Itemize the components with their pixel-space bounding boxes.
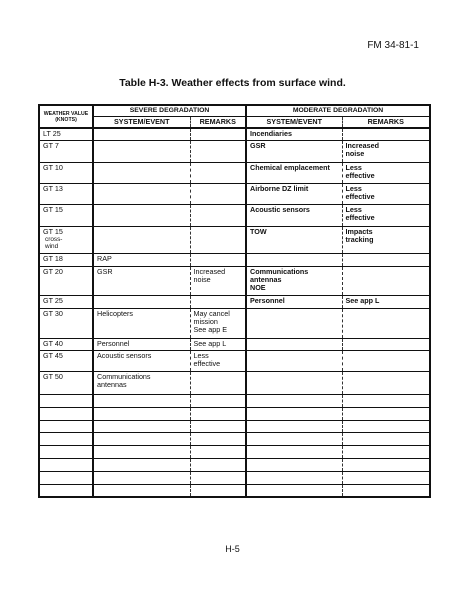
weather-value-cell <box>39 254 93 267</box>
weather-value-cell <box>39 267 93 296</box>
moderate-system-event-cell: Airborne DZ limit <box>246 183 342 204</box>
wind-value: GT 30 <box>43 308 63 318</box>
moderate-remarks-cell <box>342 254 430 267</box>
empty-cell <box>93 471 190 484</box>
table-row <box>39 267 430 296</box>
moderate-remarks-cell: Less effective <box>342 162 430 183</box>
empty-cell <box>246 459 342 472</box>
weather-value-cell <box>39 183 93 204</box>
empty-cell <box>93 484 190 497</box>
severe-remarks-cell <box>190 295 246 308</box>
empty-cell <box>190 407 246 420</box>
moderate-system-event-cell <box>246 351 342 371</box>
moderate-remarks-cell <box>342 128 430 141</box>
empty-cell <box>39 484 93 497</box>
empty-cell <box>93 420 190 433</box>
empty-cell <box>39 395 93 408</box>
empty-cell <box>342 471 430 484</box>
empty-cell <box>93 407 190 420</box>
empty-cell <box>190 395 246 408</box>
empty-cell <box>93 395 190 408</box>
empty-cell <box>39 407 93 420</box>
empty-cell <box>93 433 190 446</box>
weather-value-cell <box>39 141 93 162</box>
header-severe-system-event: SYSTEM/EVENT <box>93 117 190 129</box>
wind-value: GT 10 <box>43 162 63 172</box>
table-row <box>39 295 430 308</box>
severe-remarks-cell: Increased noise <box>190 267 246 296</box>
severe-remarks-cell <box>190 128 246 141</box>
empty-cell <box>246 395 342 408</box>
severe-system-event-cell: RAP <box>93 254 190 267</box>
severe-remarks-cell: Less effective <box>190 351 246 371</box>
weather-effects-table <box>38 104 431 498</box>
weather-value-cell <box>39 128 93 141</box>
wind-value: GT 18 <box>43 254 63 264</box>
document-id: FM 34-81-1 <box>367 40 419 51</box>
header-weather-value: WEATHER VALUE (KNOTS) <box>39 105 93 128</box>
moderate-system-event-cell <box>246 254 342 267</box>
table-row <box>39 371 430 394</box>
table-row <box>39 351 430 371</box>
weather-value-cell <box>39 162 93 183</box>
weather-value-cell <box>39 338 93 351</box>
moderate-remarks-cell <box>342 351 430 371</box>
severe-system-event-cell <box>93 128 190 141</box>
wind-value: GT 20 <box>43 267 63 277</box>
wind-value: GT 40 <box>43 338 63 348</box>
severe-system-event-cell: Communications antennas <box>93 371 190 394</box>
moderate-system-event-cell: Acoustic sensors <box>246 205 342 226</box>
moderate-system-event-cell: GSR <box>246 141 342 162</box>
header-severe-degradation: SEVERE DEGRADATION <box>93 105 246 117</box>
severe-remarks-cell <box>190 141 246 162</box>
empty-cell <box>39 420 93 433</box>
header-moderate-system-event: SYSTEM/EVENT <box>246 117 342 129</box>
wind-qualifier: cross- wind <box>45 235 63 250</box>
table-row <box>39 128 430 141</box>
table-row-blank <box>39 407 430 420</box>
severe-remarks-cell <box>190 226 246 254</box>
severe-remarks-cell: See app L <box>190 338 246 351</box>
weather-value-cell <box>39 226 93 254</box>
severe-remarks-cell <box>190 183 246 204</box>
moderate-system-event-cell: Communications antennas NOE <box>246 267 342 296</box>
moderate-system-event-cell: TOW <box>246 226 342 254</box>
wind-value: GT 7 <box>43 141 59 151</box>
severe-remarks-cell <box>190 371 246 394</box>
header-moderate-degradation: MODERATE DEGRADATION <box>246 105 430 117</box>
empty-cell <box>190 484 246 497</box>
table-row-blank <box>39 395 430 408</box>
empty-cell <box>93 459 190 472</box>
moderate-remarks-cell <box>342 371 430 394</box>
weather-value-cell <box>39 308 93 338</box>
table-body <box>39 128 430 497</box>
severe-remarks-cell: May cancel mission See app E <box>190 308 246 338</box>
moderate-system-event-cell <box>246 371 342 394</box>
weather-value-cell <box>39 295 93 308</box>
table-row <box>39 338 430 351</box>
empty-cell <box>190 459 246 472</box>
moderate-remarks-cell: Less effective <box>342 205 430 226</box>
moderate-remarks-cell: See app L <box>342 295 430 308</box>
header-moderate-remarks: REMARKS <box>342 117 430 129</box>
table-row-blank <box>39 484 430 497</box>
table-row <box>39 254 430 267</box>
moderate-remarks-cell: Less effective <box>342 183 430 204</box>
empty-cell <box>246 446 342 459</box>
empty-cell <box>246 407 342 420</box>
moderate-remarks-cell: Increased noise <box>342 141 430 162</box>
empty-cell <box>190 471 246 484</box>
table-row-blank <box>39 459 430 472</box>
moderate-remarks-cell <box>342 308 430 338</box>
severe-remarks-cell <box>190 205 246 226</box>
empty-cell <box>342 459 430 472</box>
table-row <box>39 162 430 183</box>
table-row-blank <box>39 420 430 433</box>
table-title: Table H-3. Weather effects from surface wind. <box>119 77 346 89</box>
empty-cell <box>342 420 430 433</box>
empty-cell <box>39 459 93 472</box>
table-row <box>39 183 430 204</box>
empty-cell <box>342 484 430 497</box>
severe-system-event-cell <box>93 295 190 308</box>
severe-remarks-cell <box>190 254 246 267</box>
empty-cell <box>39 446 93 459</box>
empty-cell <box>246 484 342 497</box>
weather-value-cell <box>39 205 93 226</box>
severe-system-event-cell <box>93 141 190 162</box>
severe-system-event-cell <box>93 205 190 226</box>
moderate-system-event-cell: Incendiaries <box>246 128 342 141</box>
table-row-blank <box>39 446 430 459</box>
empty-cell <box>342 446 430 459</box>
severe-system-event-cell: Personnel <box>93 338 190 351</box>
wind-value: GT 15 <box>43 205 63 215</box>
table-row <box>39 226 430 254</box>
wind-value: GT 15 <box>43 226 63 236</box>
empty-cell <box>190 420 246 433</box>
empty-cell <box>246 471 342 484</box>
header-severe-remarks: REMARKS <box>190 117 246 129</box>
wind-value: GT 45 <box>43 351 63 361</box>
moderate-remarks-cell <box>342 267 430 296</box>
severe-system-event-cell: GSR <box>93 267 190 296</box>
empty-cell <box>342 395 430 408</box>
table-row <box>39 308 430 338</box>
page-number: H-5 <box>225 544 240 554</box>
wind-value: GT 25 <box>43 295 63 305</box>
moderate-system-event-cell <box>246 338 342 351</box>
severe-system-event-cell <box>93 162 190 183</box>
severe-remarks-cell <box>190 162 246 183</box>
empty-cell <box>246 433 342 446</box>
wind-value: GT 13 <box>43 183 63 193</box>
weather-value-cell <box>39 371 93 394</box>
moderate-system-event-cell: Chemical emplacement <box>246 162 342 183</box>
severe-system-event-cell <box>93 183 190 204</box>
severe-system-event-cell: Helicopters <box>93 308 190 338</box>
table-row-blank <box>39 471 430 484</box>
empty-cell <box>190 446 246 459</box>
wind-value: LT 25 <box>43 129 61 138</box>
severe-system-event-cell: Acoustic sensors <box>93 351 190 371</box>
wind-value: GT 50 <box>43 371 63 381</box>
empty-cell <box>342 407 430 420</box>
severe-system-event-cell <box>93 226 190 254</box>
moderate-system-event-cell: Personnel <box>246 295 342 308</box>
empty-cell <box>246 420 342 433</box>
table-row <box>39 141 430 162</box>
empty-cell <box>93 446 190 459</box>
empty-cell <box>190 433 246 446</box>
moderate-system-event-cell <box>246 308 342 338</box>
empty-cell <box>39 433 93 446</box>
moderate-remarks-cell: Impacts tracking <box>342 226 430 254</box>
table-row-blank <box>39 433 430 446</box>
weather-value-cell <box>39 351 93 371</box>
empty-cell <box>39 471 93 484</box>
moderate-remarks-cell <box>342 338 430 351</box>
table-row <box>39 205 430 226</box>
empty-cell <box>342 433 430 446</box>
